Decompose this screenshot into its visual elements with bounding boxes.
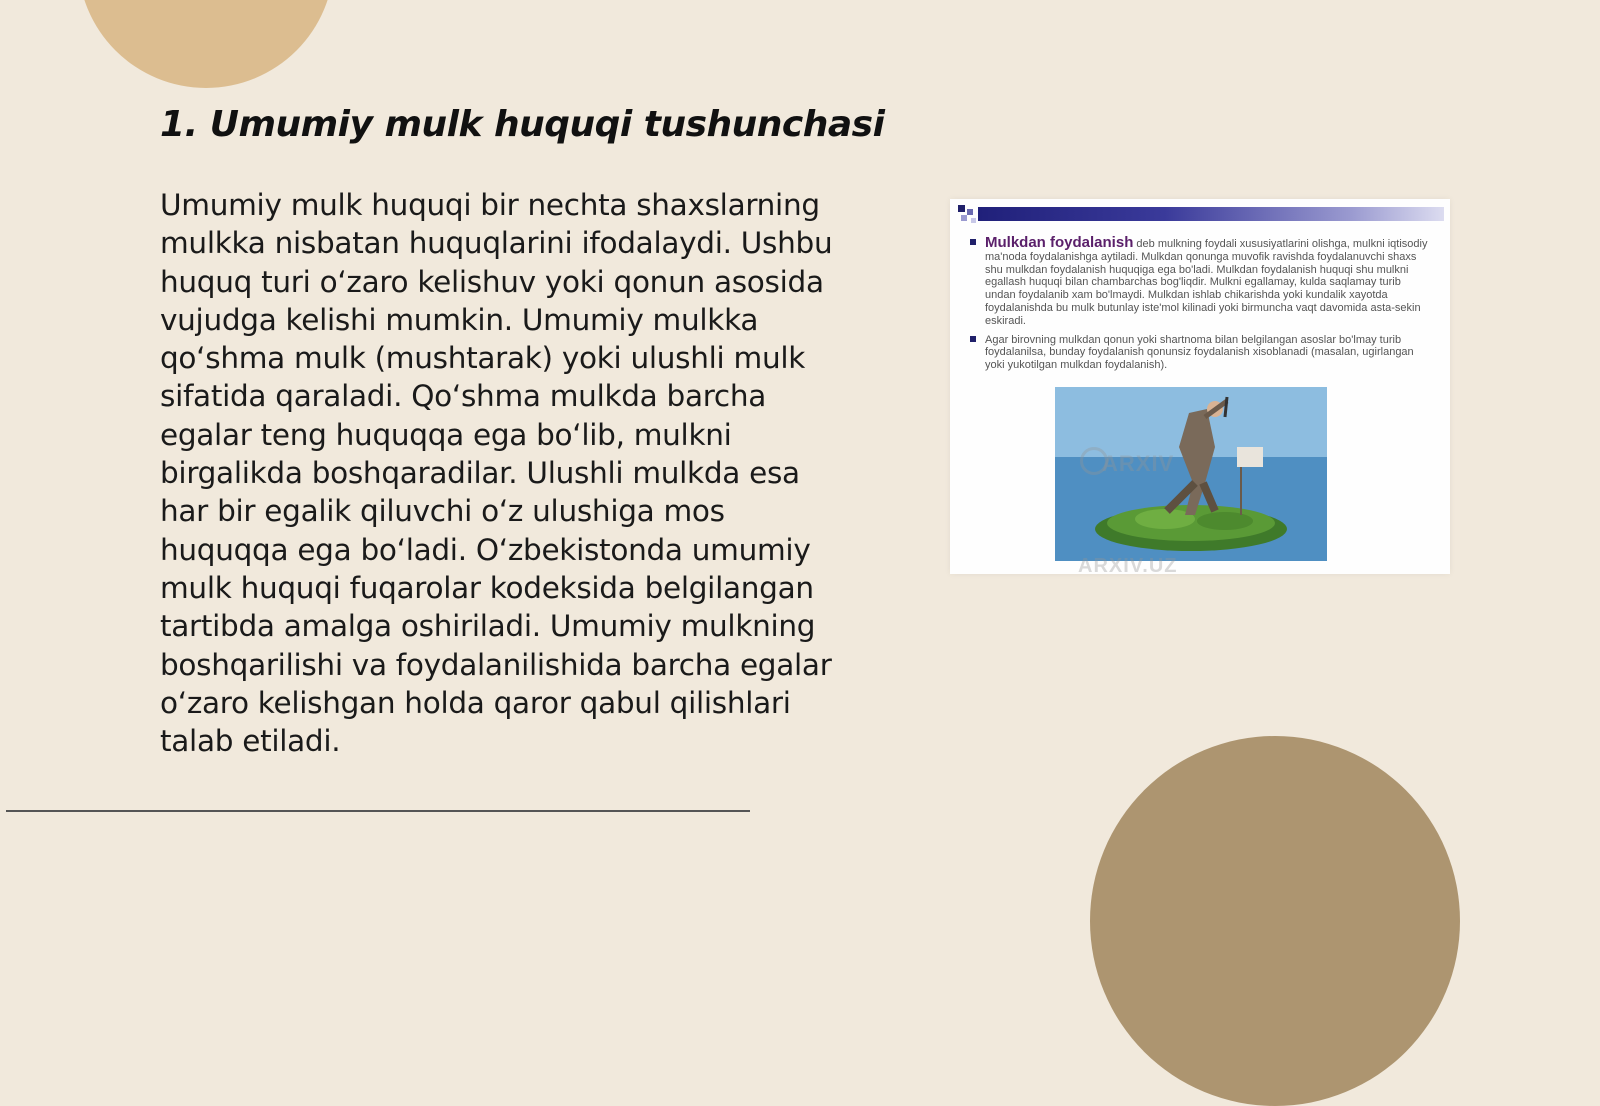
body-paragraph: Umumiy mulk huquqi bir nechta shaxslarning mulkka nisbatan huquqlarini ifodalaydi. Ushbu huquq turi oʻzaro kelishuv yoki qonun asosida vujudga kelishi mumkin. Umumiy mulkka qoʻshma mulk (mushtarak) yoki ulushli mulk sifatida qaraladi. Qoʻshma mulkda barcha egalar teng huquqqa ega boʻlib, mulkni birgalikda boshqaradilar. Ulushli mulkda esa har bir egalik qiluvchi oʻz ulushiga mos huquqqa ega boʻladi. Oʻzbekistonda umumiy mulk huquqi fuqarolar kodeksida belgilangan tartibda amalga oshiriladi. Umumiy mulkning boshqarilishi va foydalanilishida barcha egalar oʻzaro kelishgan holda qaror qabul qilishlari talab etiladi.	[160, 188, 833, 759]
slide-bullet-1	[970, 234, 1430, 328]
watermark-text: ARXIV	[1102, 451, 1175, 476]
slide-bullet-list	[970, 234, 1430, 378]
decorative-circle-top	[78, 0, 334, 88]
bullet-heading: Mulkdan foydalanish	[985, 234, 1134, 251]
divider-line	[6, 810, 750, 812]
slide-header-bar	[978, 207, 1444, 221]
decorative-circle-bottom	[1090, 736, 1460, 1106]
bullet-text: deb mulkning foydali xususiyatlarini olishga, mulkni iqtisodiy ma'noda foydalanishga aytiladi. Mulkdan qonunga muvofik ravishda foydalanuvchi shaxs shu mulkdan foydalanish huquqiga ega bo'ladi. Mulkdan foydalanish huquqi shu mulkni egallash huquqi bilan chambarchas bog'liqdir. Mulkni egallamay, kulda saqlamay turib undan foydalanib xam bo'lmaydi. Mulkdan ishlab chikarishda yoki kundalik xayotda foydalanishda bu mulk butunlay iste'mol kilinadi yoki birmuncha vaqt davomida asta-sekin eskiradi.	[985, 238, 1428, 327]
slide-corner-decoration	[958, 205, 988, 227]
embedded-slide-image	[950, 199, 1450, 574]
bullet-square-icon	[970, 239, 976, 245]
bullet-square-icon	[970, 336, 976, 342]
bullet-text: Agar birovning mulkdan qonun yoki shartnoma bilan belgilangan asoslar bo'lmay turib foydalanilsa, bunday foydalanish qonunsiz foydalanish xisoblanadi (masalan, ugirlangan yoki yukotilgan mulkdan foydalanish).	[985, 333, 1414, 372]
slide-title: 1. Umumiy mulk huquqi tushunchasi	[160, 104, 885, 145]
watermark-text-bottom: ARXIV.UZ	[1078, 555, 1178, 574]
slide-bullet-2	[970, 334, 1430, 372]
